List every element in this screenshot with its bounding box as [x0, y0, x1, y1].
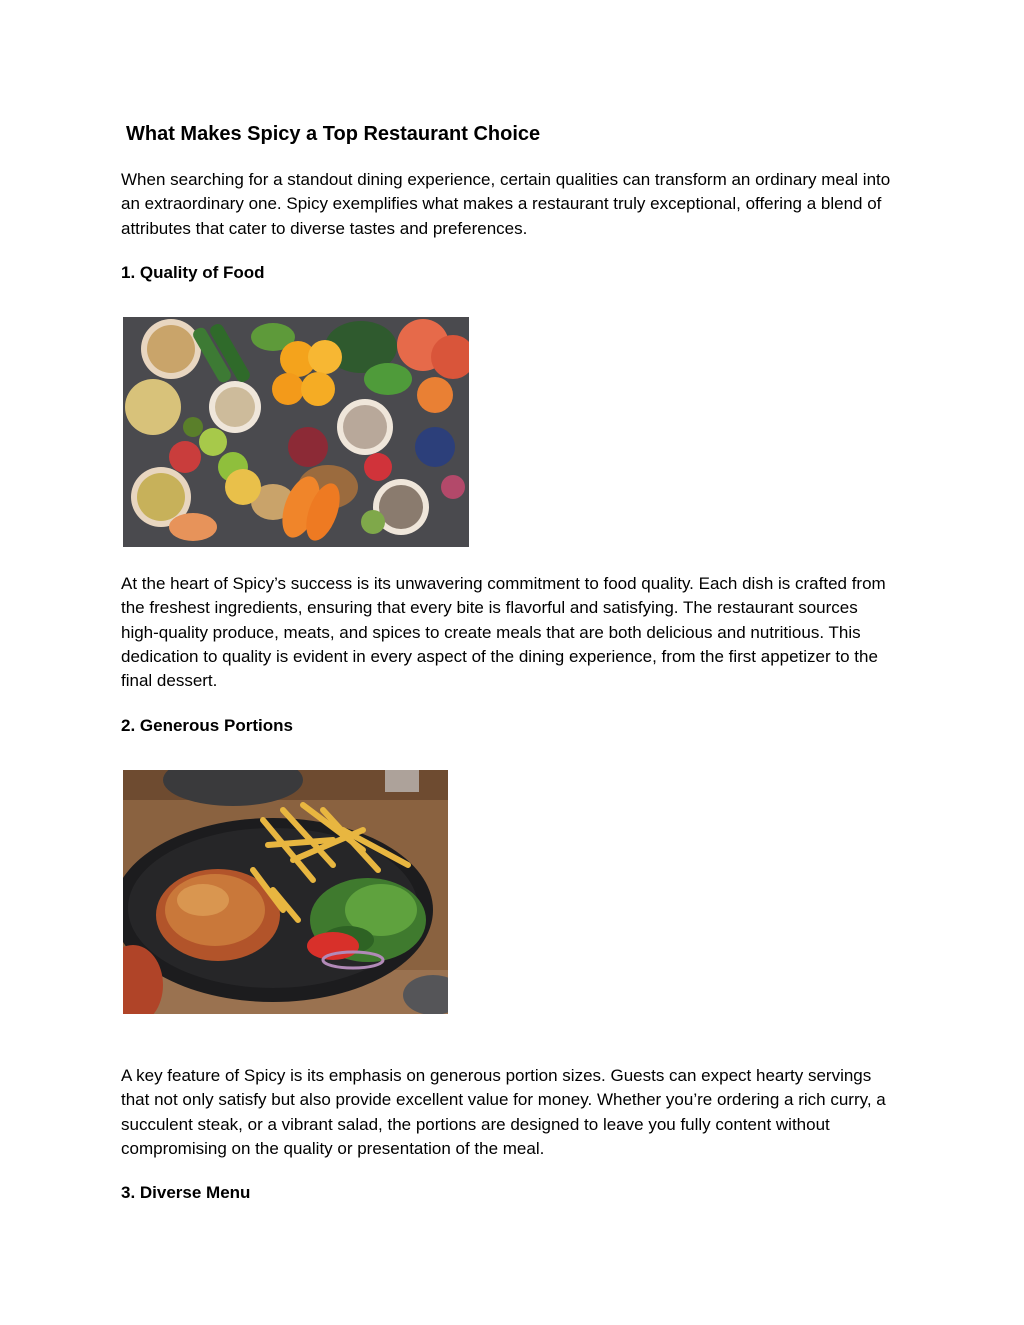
intro-paragraph: When searching for a standout dining experience, certain qualities can transform an ordinary meal into an extraordinary one. Spicy exemplifies what makes a restaurant truly exceptional, offering a blend of attributes that cater to diverse tastes and preferences.: [121, 170, 891, 238]
quality-paragraph: At the heart of Spicy’s success is its unwavering commitment to food quality. Each dish is crafted from the freshest ingredients, ensuring that every bite is flavorful and satisfying. The restaurant sources high-quality produce, meats, and spices to create meals that are both delicious and nutritious. This dedication to quality is evident in every aspect of the dining experience, from the first appetizer to the final dessert.: [121, 574, 886, 691]
healthy-food-spread-photo: [123, 317, 469, 547]
schnitzel-fries-salad-plate-photo: [123, 770, 448, 1014]
portions-paragraph: A key feature of Spicy is its emphasis on generous portion sizes. Guests can expect hearty servings that not only satisfy but also provide excellent value for money. Whether you’re ordering a rich curry, a succulent steak, or a vibrant salad, the portions are designed to leave you fully content without compromising on the quality or presentation of the meal.: [121, 1066, 886, 1158]
section-heading-portions: 2. Generous Portions: [121, 716, 293, 735]
section-heading-menu: 3. Diverse Menu: [121, 1183, 251, 1202]
section-heading-quality: 1. Quality of Food: [121, 263, 265, 282]
page-title: What Makes Spicy a Top Restaurant Choice: [126, 123, 541, 145]
